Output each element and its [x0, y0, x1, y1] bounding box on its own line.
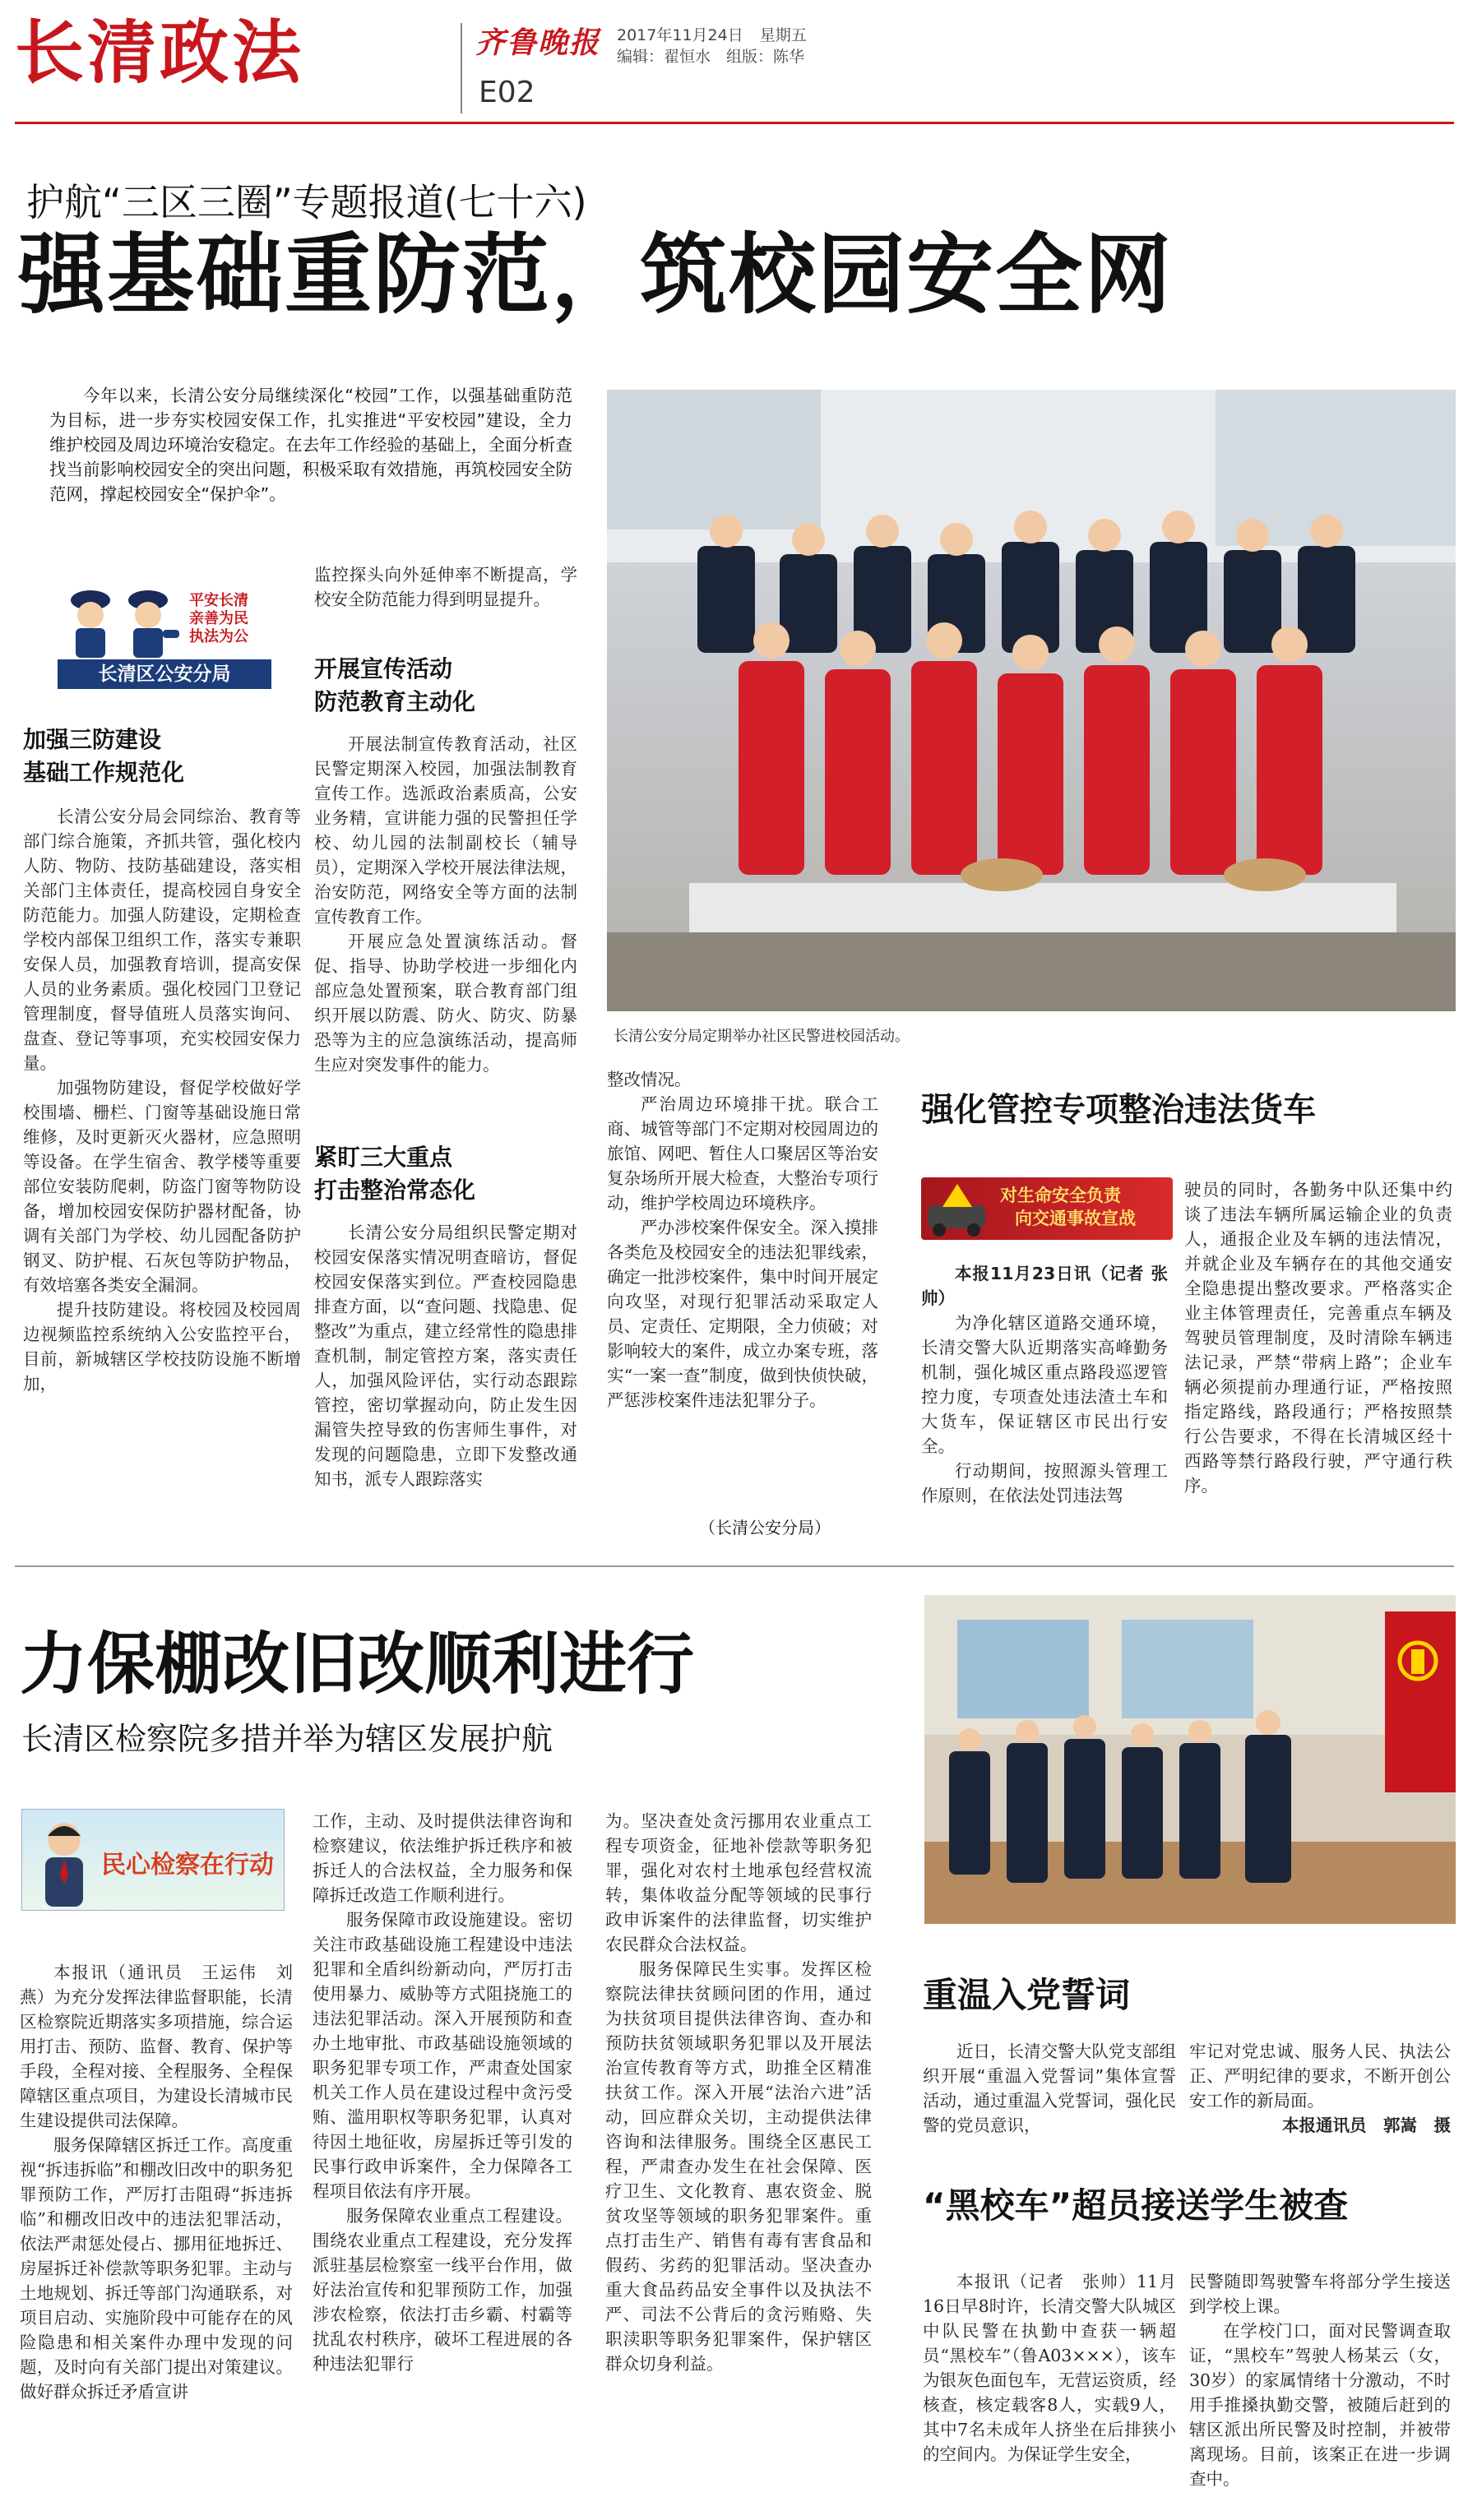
banner-text [1000, 1184, 1136, 1230]
paragraph: 长清公安分局会同综治、教育等部门综合施策，齐抓共管，强化校内人防、物防、技防基础建设，落实相关部门主体责任，提高校园自身安全防范能力。加强人防建设，定期检查学校内部保卫组织工作，落实专兼职安保人员，加强教育培训，提高安保人员的业务素质。强化校园门卫登记管理制度，督导值班人员落实询问、盘查、登记等事项，充实校园安保力量。 [23, 807, 301, 1073]
editor-line: 编辑：翟恒水 组版：陈华 [617, 48, 805, 66]
article1-headline: 强基础重防范，筑校园安全网 [18, 224, 1173, 326]
article1-kicker: 护航“三区三圈”专题报道(七十六) [26, 180, 587, 224]
article1-byline: （长清公安分局） [699, 1518, 831, 1537]
paragraph: 行动期间，按照源头管理工作原则，在依法处罚违法驾 [921, 1461, 1168, 1505]
prosecutor-badge [21, 1809, 285, 1911]
article2-col1 [921, 1261, 1168, 1533]
article3-headline: 力保棚改旧改顺利进行 [20, 1625, 695, 1704]
article3-col1 [20, 1960, 293, 2503]
col2-heading-line: 开展宣传活动 [314, 655, 453, 682]
masthead-rule [15, 122, 1454, 124]
article4-headline: 重温入党誓词 [923, 1975, 1131, 2015]
banner-line: 对生命安全负责 [1000, 1186, 1121, 1205]
col2-heading-line: 防范教育主动化 [314, 688, 476, 715]
slogan-line: 平安长清 [189, 592, 248, 609]
article3-col3 [605, 1809, 872, 2503]
section-title: 长清政法 [15, 12, 305, 93]
section-divider [15, 1565, 1454, 1567]
article1-col3 [607, 1067, 878, 1528]
paragraph: 整改情况。 [607, 1070, 692, 1089]
photo1-caption: 长清公安分局定期举办社区民警进校园活动。 [614, 1028, 910, 1045]
article3-col2 [313, 1809, 572, 2503]
paragraph: 为。坚决查处贪污挪用农业重点工程专项资金，征地补偿款等职务犯罪，强化对农村土地承包经营权流转，集体收益分配等领域的民事行政申诉案件的法律监督，切实维护农民群众合法权益。 [605, 1811, 872, 1954]
article1-col2-top [314, 562, 577, 636]
col1-heading [23, 724, 184, 789]
article5-headline: “黑校车”超员接送学生被查 [923, 2185, 1349, 2226]
photo-credit: 本报通讯员 郭嵩 摄 [1282, 2115, 1451, 2135]
paper-logo: 齐鲁晚报 [475, 25, 601, 60]
masthead-divider [461, 23, 462, 113]
article1-col1 [23, 804, 301, 1544]
traffic-banner [921, 1177, 1173, 1240]
paragraph: 长清公安分局组织民警定期对校园安保落实情况明查暗访，督促校园安保落实到位。严查校园隐患排查方面，以“查问题、找隐患、促整改”为重点，建立经常性的隐患排查机制，制定管控方案，落实责任人，加强风险评估，实行动态跟踪管控，密切掌握动向，防止发生因漏管失控导致的伤害师生事件，对发现的问题隐患，立即下发整改通知书，派专人跟踪落实 [314, 1223, 577, 1489]
col2-heading-line: 紧盯三大重点 [314, 1144, 453, 1171]
paragraph: 民警随即驾驶警车将部分学生接送到学校上课。 [1189, 2272, 1451, 2316]
paragraph: 工作，主动、及时提供法律咨询和检察建议，依法维护拆迁秩序和被拆迁人的合法权益，全力服务和保障拆迁改造工作顺利进行。 [313, 1811, 572, 1905]
school-visit-photo [607, 390, 1456, 1011]
article1-col2-mid [314, 732, 577, 1126]
slogan-line: 亲善为民 [189, 610, 248, 627]
article5-col1 [923, 2269, 1176, 2508]
paragraph: 牢记对党忠诚、服务人民、执法公正、严明纪律的要求，不断开创公安工作的新局面。 [1189, 2041, 1451, 2111]
paragraph: 严办涉校案件保安全。深入摸排各类危及校园安全的违法犯罪线索，确定一批涉校案件，集中时间开展定向攻坚，对现行犯罪活动采取定人员、定责任、定期限，全力侦破；对影响较大的案件，成立办案专班，落实“一案一查”制度，做到快侦快破，严惩涉校案件违法犯罪分子。 [607, 1218, 878, 1410]
paragraph: 服务保障农业重点工程建设。围绕农业重点工程建设，充分发挥派驻基层检察室一线平台作用，做好法治宣传和犯罪预防工作，加强涉农检察，依法打击乡霸、村霸等扰乱农村秩序，破坏工程进展的各种违法犯罪行 [313, 2206, 572, 2374]
article4-col1 [923, 2039, 1176, 2151]
paragraph: 开展法制宣传教育活动，社区民警定期深入校园，加强法制教育宣传工作。选派政治素质高，公安业务精，宣讲能力强的民警担任学校、幼儿园的法制副校长（辅导员），定期深入学校开展法律法规，治安防范，网络安全等方面的法制宣传教育工作。 [314, 734, 577, 927]
paragraph: 严治周边环境排干扰。联合工商、城管等部门不定期对校园周边的旅馆、网吧、暂住人口聚居区等治安复杂场所开展大检查，大整治专项行动，维护学校周边环境秩序。 [607, 1094, 878, 1213]
lead-paragraph: 今年以来，长清公安分局继续深化“校园”工作，以强基础重防范为目标，进一步夯实校园安保工作，扎实推进“平安校园”建设，全力维护校园及周边环境治安稳定。在去年工作经验的基础上，全面分析查找当前影响校园安全的突出问题，积极采取有效措施，再筑校园安全防范网，撑起校园安全“保护伞”。 [49, 386, 572, 504]
prosecutor-icon [35, 1818, 93, 1908]
paragraph: 为净化辖区道路交通环境，长清交警大队近期落实高峰勤务机制，强化城区重点路段巡逻管控力度，专项查处违法渣土车和大货车，保证辖区市民出行安全。 [921, 1313, 1168, 1456]
col2-heading-line: 打击整治常态化 [314, 1177, 476, 1204]
paragraph: 开展应急处置演练活动。督促、指导、协助学校进一步细化内部应急处置预案，联合教育部门组织开展以防震、防火、防灾、防暴恐等为主的应急演练活动，提高师生应对突发事件的能力。 [314, 932, 577, 1075]
paragraph: 服务保障民生实事。发挥区检察院法律扶贫顾问团的作用，通过为扶贫项目提供法律咨询、查办和预防扶贫领域职务犯罪以及开展法治宣传教育等方式，助推全区精准扶贫工作。深入开展“法治六进”活动，回应群众关切，主动提供法律咨询和法律服务。围绕全区惠民工程，严肃查办发生在社会保障、医疗卫生、文化教育、惠农资金、脱贫攻坚等领域的职务犯罪案件。重点打击生产、销售有毒有害食品和假药、劣药的犯罪活动。坚决查办重大食品药品安全事件以及执法不严、司法不公背后的贪污贿赂、失职渎职等职务犯罪案件，保护辖区群众切身利益。 [605, 1959, 872, 2374]
police-officer-icon [33, 567, 288, 658]
paragraph: 本报讯（记者 张帅）11月16日早8时许，长清交警大队城区中队民警在执勤中查获一辆超员“黑校车”（鲁A03×××），该车为银灰色面包车，无营运资质，经核查，核定载客8人，实载9人，其中7名未成年人挤坐在后排狭小的空间内。为保证学生安全， [923, 2272, 1176, 2464]
article1-lead [49, 383, 572, 515]
weekday: 星期五 [759, 26, 807, 44]
article2-headline: 强化管控专项整治违法货车 [921, 1091, 1316, 1129]
police-logo [33, 567, 288, 691]
masthead-date [617, 23, 807, 45]
dateline: 本报11月23日讯（记者 张帅） [921, 1264, 1168, 1308]
article5-col2 [1189, 2269, 1451, 2508]
article3-subheadline: 长清区检察院多措并举为辖区发展护航 [21, 1721, 553, 1757]
oath-photo-illustration [924, 1595, 1456, 1924]
paragraph: 服务保障市政设施建设。密切关注市政基础设施工程建设中违法犯罪和全盾纠纷新动向，严厉打击使用暴力、威胁等方式阻挠施工的违法犯罪活动。深入开展预防和查办土地审批、市政基础设施领域的职务犯罪专项工作，严肃查处国家机关工作人员在建设过程中贪污受贿、滥用职权等职务犯罪，认真对待因土地征收，房屋拆迁等引发的民事行政申诉案件，全力保障各工程项目依法有序开展。 [313, 1910, 572, 2201]
banner-line: 向交通事故宣战 [1015, 1209, 1136, 1228]
paragraph: 近日，长清交警大队党支部组织开展“重温入党誓词”集体宣誓活动，通过重温入党誓词，强化民警的党员意识， [923, 2041, 1176, 2135]
warning-triangle-icon [921, 1177, 995, 1240]
police-org-banner: 长清区公安分局 [58, 659, 271, 689]
col2-heading-2 [314, 1141, 475, 1207]
col1-heading-line: 基础工作规范化 [23, 759, 185, 786]
paragraph: 在学校门口，面对民警调查取证，“黑校车”驾驶人杨某云（女，30岁）的家属情绪十分激动，不时用手推搡执勤交警，被随后赶到的辖区派出所民警及时控制，并被带离现场。目前，该案正在进一步调查中。 [1189, 2321, 1451, 2489]
paragraph: 监控探头向外延伸率不断提高，学校安全防范能力得到明显提升。 [314, 565, 577, 609]
oath-photo [924, 1595, 1456, 1924]
page-code: E02 [479, 76, 535, 109]
article1-col2-bottom [314, 1220, 577, 1541]
police-slogan [189, 592, 248, 646]
article2-col2 [1184, 1177, 1452, 1539]
paragraph: 加强物防建设，督促学校做好学校围墙、栅栏、门窗等基础设施日常维修，及时更新灭火器材，应急照明等设备。在学生宿舍、教学楼等重要部位安装防爬刺，防盗门窗等物防设备，增加校园安保防护器材配备，协调有关部门为学校、幼儿园配备防护钢叉、防护棍、石灰包等防护物品，有效培塞各类安全漏洞。 [23, 1078, 301, 1295]
badge-text: 民心检察在行动 [101, 1851, 274, 1880]
article4-col2 [1189, 2039, 1451, 2151]
col2-heading-1 [314, 653, 475, 719]
paragraph: 本报讯（通讯员 王运伟 刘燕）为充分发挥法律监督职能，长清区检察院近期落实多项措施，综合运用打击、预防、监督、教育、保护等手段，全程对接、全程服务、全程保障辖区重点项目，为建设长清城市民生建设提供司法保障。 [20, 1963, 293, 2130]
photo-illustration [607, 390, 1456, 1011]
col1-heading-line: 加强三防建设 [23, 726, 162, 753]
paragraph: 提升技防建设。将校园及校园周边视频监控系统纳入公安监控平台，目前，新城辖区学校技防设施不断增加， [23, 1300, 301, 1394]
slogan-line: 执法为公 [189, 628, 248, 645]
paragraph: 驶员的同时，各勤务中队还集中约谈了违法车辆所属运输企业的负责人，通报企业及车辆的违法情况，并就企业及车辆存在的其他交通安全隐患提出整改要求。严格落实企业主体管理责任，完善重点车辆及驾驶员管理制度，及时清除车辆违法记录，严禁“带病上路”；企业车辆必须提前办理通行证，严格按照指定路线，路段通行；严格按照禁行公告要求，不得在长清城区经十西路等禁行路段行驶，严守通行秩序。 [1184, 1180, 1452, 1496]
paragraph: 服务保障辖区拆迁工作。高度重视“拆违拆临”和棚改旧改中的职务犯罪预防工作，严厉打击阻碍“拆违拆临”和棚改旧改中的违法犯罪活动，依法严肃惩处侵占、挪用征地拆迁、房屋拆迁补偿款等职务犯罪。主动与土地规划、拆迁等部门沟通联系，对项目启动、实施阶段中可能存在的风险隐患和相关案件办理中发现的问题，及时向有关部门提出对策建议。做好群众拆迁矛盾宣讲 [20, 2135, 293, 2402]
date: 2017年11月24日 [617, 26, 743, 44]
